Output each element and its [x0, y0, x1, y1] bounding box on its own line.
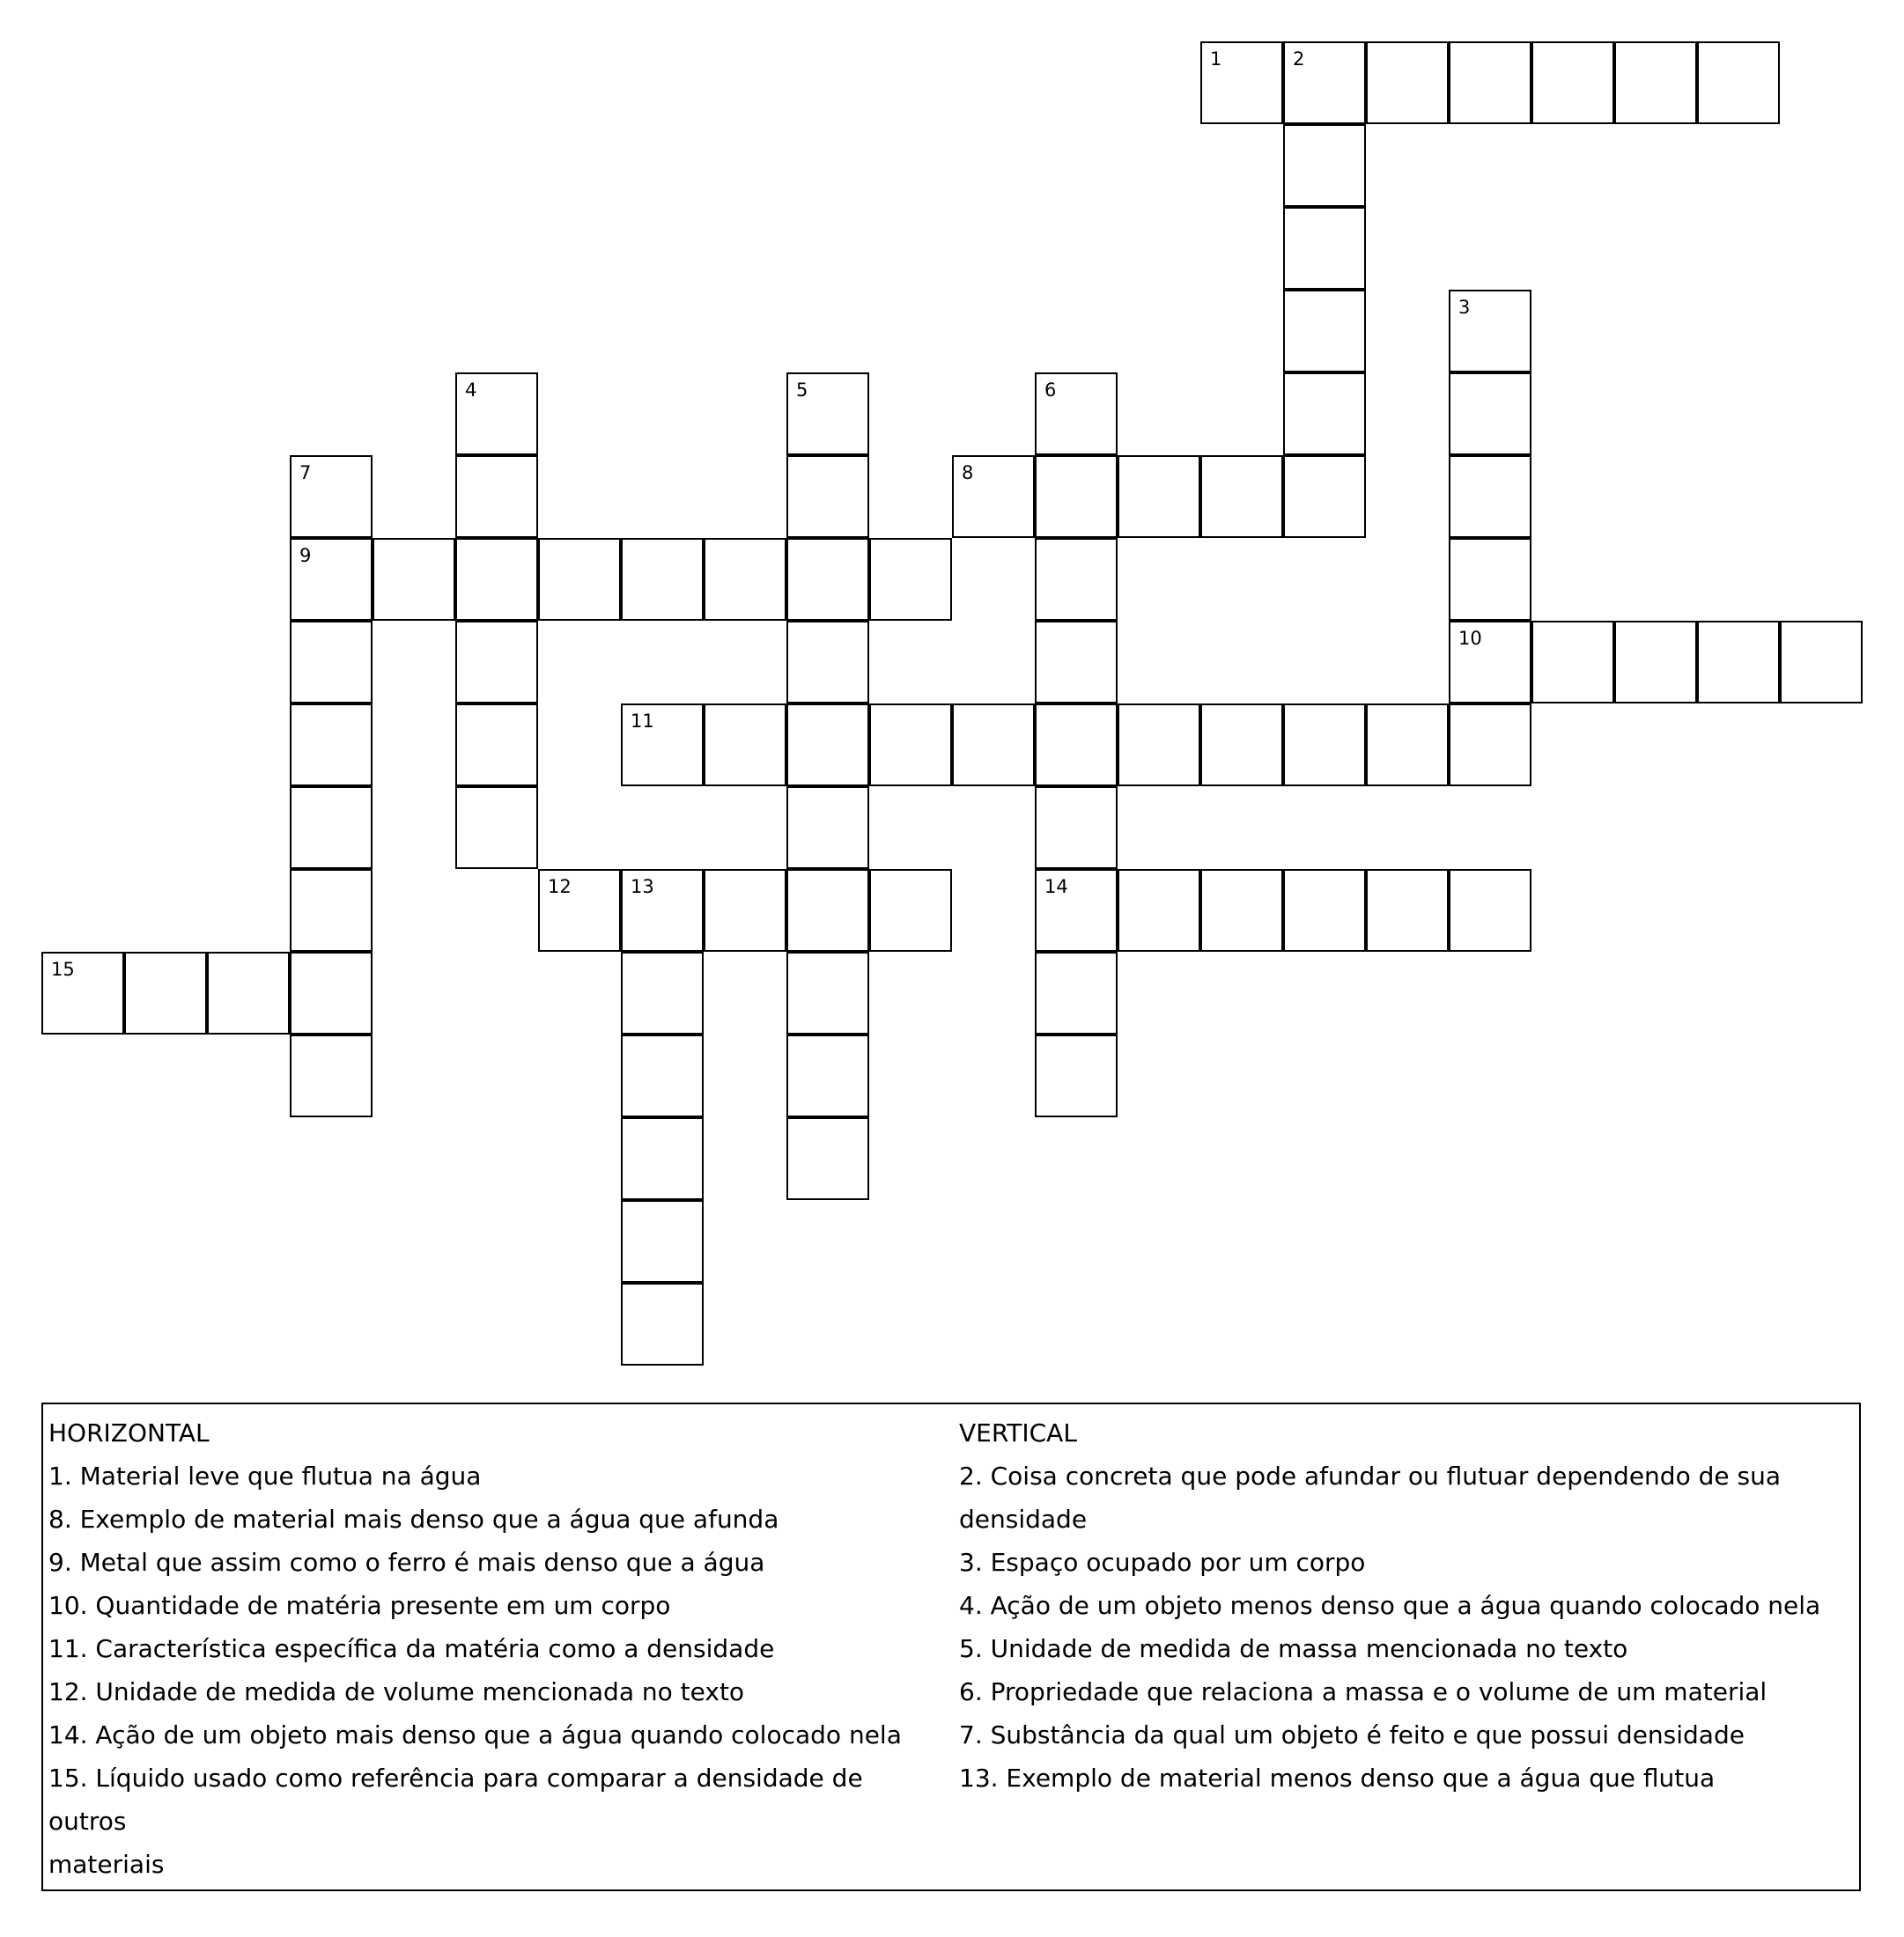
grid-cell[interactable] [1366, 869, 1449, 952]
grid-cell[interactable] [290, 952, 373, 1035]
grid-cell[interactable] [1035, 952, 1118, 1035]
grid-cell[interactable] [1035, 621, 1118, 703]
vertical-clues [959, 1411, 1849, 1800]
clue-line: materiais [48, 1850, 165, 1879]
grid-cell[interactable] [1614, 41, 1697, 124]
grid-cell[interactable] [1531, 41, 1614, 124]
grid-cell[interactable] [124, 952, 207, 1035]
grid-cell[interactable] [1035, 538, 1118, 621]
grid-cell[interactable] [786, 621, 869, 703]
clue-number: 10 [1458, 628, 1482, 649]
clue-line: densidade [959, 1505, 1088, 1534]
grid-cell[interactable] [621, 1035, 704, 1117]
grid-cell[interactable] [621, 1117, 704, 1200]
grid-cell[interactable] [621, 703, 704, 786]
grid-cell[interactable] [621, 952, 704, 1035]
clue-line: 3. Espaço ocupado por um corpo [959, 1548, 1366, 1577]
grid-cell[interactable] [1366, 41, 1449, 124]
clue-number: 2 [1293, 48, 1305, 70]
grid-cell[interactable] [704, 703, 786, 786]
grid-cell[interactable] [869, 538, 952, 621]
grid-cell[interactable] [786, 786, 869, 869]
grid-cell[interactable] [455, 703, 538, 786]
grid-cell[interactable] [1035, 786, 1118, 869]
grid-cell[interactable] [1283, 207, 1366, 290]
grid-cell[interactable] [786, 952, 869, 1035]
grid-cell[interactable] [786, 455, 869, 538]
grid-cell[interactable] [455, 455, 538, 538]
clue-line: 8. Exemplo de material mais denso que a água que afunda [48, 1505, 779, 1534]
grid-cell[interactable] [538, 869, 621, 952]
grid-cell[interactable] [869, 703, 952, 786]
grid-cell[interactable] [290, 786, 373, 869]
grid-cell[interactable] [1449, 372, 1531, 455]
grid-cell[interactable] [952, 455, 1035, 538]
grid-cell[interactable] [1035, 372, 1118, 455]
grid-cell[interactable] [1283, 455, 1366, 538]
clue-number: 1 [1210, 48, 1222, 70]
grid-cell[interactable] [41, 952, 124, 1035]
grid-cell[interactable] [1449, 290, 1531, 372]
grid-cell[interactable] [1366, 703, 1449, 786]
clue-number: 8 [962, 462, 974, 483]
vertical-title: VERTICAL [959, 1418, 1077, 1447]
grid-cell[interactable] [621, 1283, 704, 1366]
grid-cell[interactable] [1200, 41, 1283, 124]
grid-cell[interactable] [786, 1117, 869, 1200]
clues-box [41, 1403, 1861, 1891]
grid-cell[interactable] [538, 538, 621, 621]
clue-line: 11. Característica específica da matéria como a densidade [48, 1634, 775, 1663]
clue-line: 9. Metal que assim como o ferro é mais denso que a água [48, 1548, 765, 1577]
grid-cell[interactable] [455, 538, 538, 621]
horizontal-clues [48, 1411, 947, 1886]
grid-cell[interactable] [621, 538, 704, 621]
grid-cell[interactable] [1449, 41, 1531, 124]
grid-cell[interactable] [786, 869, 869, 952]
grid-cell[interactable] [1035, 455, 1118, 538]
grid-cell[interactable] [1697, 41, 1780, 124]
grid-cell[interactable] [1118, 869, 1200, 952]
clue-line: 12. Unidade de medida de volume mencionada no texto [48, 1677, 745, 1706]
grid-cell[interactable] [704, 538, 786, 621]
clue-number: 13 [631, 876, 654, 897]
grid-cell[interactable] [1118, 703, 1200, 786]
grid-cell[interactable] [1035, 703, 1118, 786]
grid-cell[interactable] [786, 538, 869, 621]
grid-cell[interactable] [455, 621, 538, 703]
grid-cell[interactable] [1780, 621, 1863, 703]
clue-number: 7 [299, 462, 312, 483]
grid-cell[interactable] [290, 1035, 373, 1117]
grid-cell[interactable] [207, 952, 290, 1035]
clue-number: 9 [299, 545, 312, 566]
grid-cell[interactable] [1118, 455, 1200, 538]
grid-cell[interactable] [455, 786, 538, 869]
clue-line: 7. Substância da qual um objeto é feito e que possui densidade [959, 1720, 1745, 1749]
clue-number: 14 [1044, 876, 1068, 897]
grid-cell[interactable] [1614, 621, 1697, 703]
clue-line: 1. Material leve que flutua na água [48, 1462, 482, 1491]
clue-number: 6 [1044, 379, 1057, 401]
clue-line: 13. Exemplo de material menos denso que a água que flutua [959, 1764, 1716, 1793]
grid-cell[interactable] [786, 1035, 869, 1117]
grid-cell[interactable] [1283, 290, 1366, 372]
clue-line: 5. Unidade de medida de massa mencionada no texto [959, 1634, 1628, 1663]
grid-cell[interactable] [1283, 703, 1366, 786]
grid-cell[interactable] [1200, 869, 1283, 952]
clue-line: 10. Quantidade de matéria presente em um corpo [48, 1591, 671, 1620]
grid-cell[interactable] [1449, 869, 1531, 952]
grid-cell[interactable] [455, 372, 538, 455]
grid-cell[interactable] [1200, 703, 1283, 786]
grid-cell[interactable] [621, 869, 704, 952]
grid-cell[interactable] [1449, 455, 1531, 538]
grid-cell[interactable] [1035, 869, 1118, 952]
clue-line: 4. Ação de um objeto menos denso que a água quando colocado nela [959, 1591, 1821, 1620]
clue-line: 14. Ação de um objeto mais denso que a água quando colocado nela [48, 1720, 902, 1749]
grid-cell[interactable] [290, 538, 373, 621]
grid-cell[interactable] [704, 869, 786, 952]
grid-cell[interactable] [1449, 703, 1531, 786]
clue-number: 12 [548, 876, 572, 897]
grid-cell[interactable] [1449, 621, 1531, 703]
grid-cell[interactable] [621, 1200, 704, 1283]
grid-cell[interactable] [1283, 372, 1366, 455]
grid-cell[interactable] [1200, 455, 1283, 538]
clue-number: 15 [51, 959, 75, 980]
grid-cell[interactable] [1697, 621, 1780, 703]
clue-number: 3 [1458, 297, 1471, 318]
grid-cell[interactable] [373, 538, 455, 621]
grid-cell[interactable] [1283, 124, 1366, 207]
clue-number: 5 [796, 379, 808, 401]
grid-cell[interactable] [290, 703, 373, 786]
clue-number: 11 [631, 711, 654, 732]
horizontal-title: HORIZONTAL [48, 1418, 210, 1447]
grid-cell[interactable] [290, 455, 373, 538]
grid-cell[interactable] [786, 703, 869, 786]
grid-cell[interactable] [1283, 41, 1366, 124]
grid-cell[interactable] [290, 621, 373, 703]
clue-line: 15. Líquido usado como referência para comparar a densidade de outros [48, 1764, 863, 1836]
grid-cell[interactable] [290, 869, 373, 952]
clue-line: 6. Propriedade que relaciona a massa e o volume de um material [959, 1677, 1767, 1706]
grid-cell[interactable] [952, 703, 1035, 786]
clue-number: 4 [465, 379, 477, 401]
grid-cell[interactable] [869, 869, 952, 952]
grid-cell[interactable] [786, 372, 869, 455]
grid-cell[interactable] [1449, 538, 1531, 621]
grid-cell[interactable] [1531, 621, 1614, 703]
grid-cell[interactable] [1283, 869, 1366, 952]
grid-cell[interactable] [1035, 1035, 1118, 1117]
clue-line: 2. Coisa concreta que pode afundar ou flutuar dependendo de sua [959, 1462, 1781, 1491]
